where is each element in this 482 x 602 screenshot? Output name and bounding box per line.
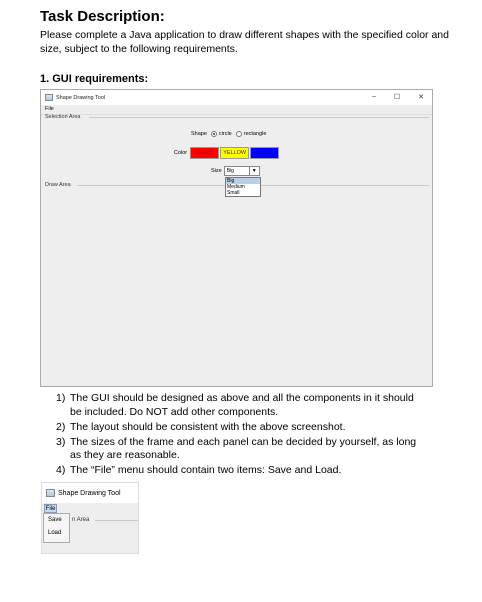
window-title: Shape Drawing Tool <box>56 94 106 101</box>
menu-item-save[interactable]: Save <box>48 517 62 523</box>
shape-label: Shape <box>191 131 207 137</box>
gui-screenshot-window <box>40 89 433 387</box>
menu-bar <box>41 105 432 115</box>
close-icon[interactable]: ✕ <box>418 94 424 101</box>
gui-requirements-heading: 1. GUI requirements: <box>40 73 149 85</box>
menu-file[interactable]: File <box>45 506 56 512</box>
file-menu-screenshot <box>41 482 139 554</box>
selection-area-panel <box>41 116 432 180</box>
window-title: Shape Drawing Tool <box>58 489 121 497</box>
draw-area-label: Draw Area <box>45 182 71 188</box>
size-label: Size <box>211 168 222 174</box>
maximize-icon[interactable]: ☐ <box>393 94 401 101</box>
size-dropdown-list <box>225 177 261 197</box>
task-title: Task Description: <box>40 8 165 25</box>
task-intro: Please complete a Java application to draw different shapes with the specified color and size, subject to the following requirements. <box>40 29 449 55</box>
size-option-big[interactable]: Big <box>226 178 260 184</box>
rectangle-label: rectangle <box>243 131 267 137</box>
color-row <box>174 147 279 159</box>
size-option-small[interactable]: Small <box>227 190 240 196</box>
rectangle-radio[interactable] <box>236 131 242 137</box>
red-button[interactable]: RED <box>190 147 219 159</box>
requirement-item: 1) The GUI should be designed as above and all the components in it should be included. Do NOT add other components. <box>56 392 414 418</box>
requirement-item: 3) The sizes of the frame and each panel can be decided by yourself, as long as they are reasonable. <box>56 435 417 462</box>
window-titlebar <box>41 90 432 105</box>
file-menu-popup <box>43 513 70 543</box>
size-row <box>211 166 260 176</box>
minimize-icon[interactable]: – <box>371 93 376 100</box>
size-option-medium[interactable]: Medium <box>227 184 245 190</box>
shape-row <box>191 131 266 137</box>
app-icon <box>46 489 55 497</box>
partial-panel-label: n Area <box>72 517 90 523</box>
window-titlebar <box>42 483 138 503</box>
yellow-button[interactable]: YELLOW <box>220 147 249 159</box>
menu-file[interactable]: File <box>45 106 54 112</box>
size-selected-value: Big <box>226 168 234 174</box>
draw-area-panel[interactable] <box>44 190 429 382</box>
app-icon <box>45 94 53 101</box>
circle-radio[interactable] <box>211 131 217 137</box>
requirement-item: 2) The layout should be consistent with the above screenshot. <box>56 420 346 433</box>
requirements-list <box>56 392 426 479</box>
color-label: Color <box>174 150 188 156</box>
blue-button[interactable]: BLUE <box>250 147 279 159</box>
chevron-down-icon[interactable]: ▼ <box>249 167 259 175</box>
size-select[interactable] <box>224 166 260 176</box>
selection-area-label: Selection Area <box>45 114 81 120</box>
menu-item-load[interactable]: Load <box>48 530 62 536</box>
circle-label: circle <box>218 131 232 137</box>
requirement-item: 4) The “File” menu should contain two items: Save and Load. <box>56 464 342 477</box>
